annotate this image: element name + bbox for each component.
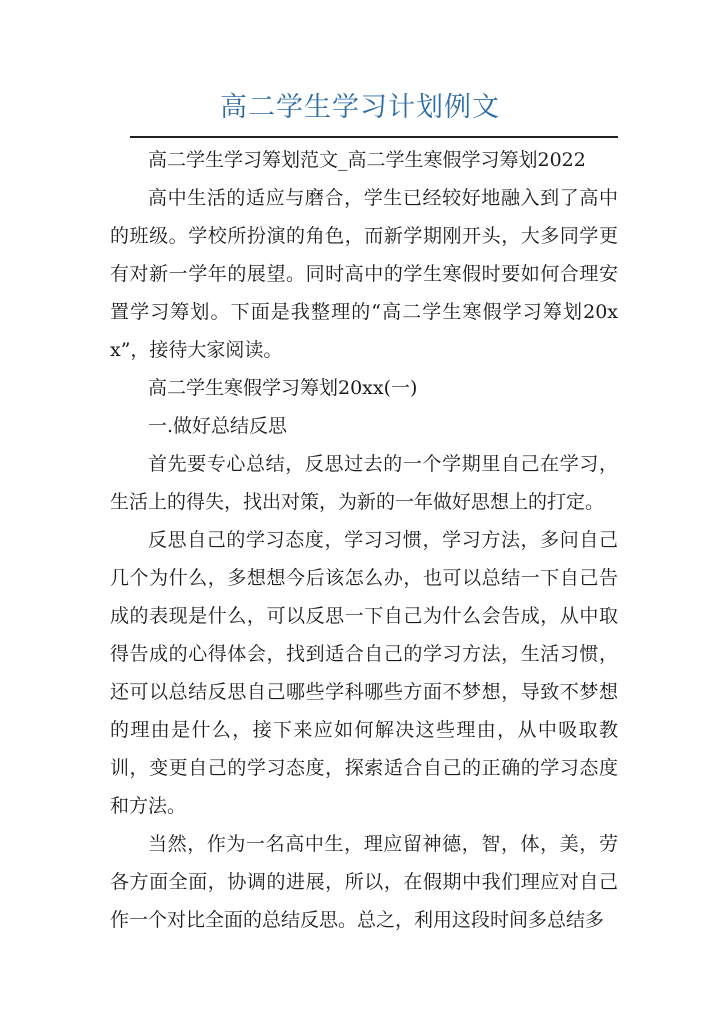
- body-paragraph: 首先要专心总结，反思过去的一个学期里自己在学习，生活上的得失，找出对策，为新的一年做好思想上的打定。: [110, 453, 618, 513]
- subsection-heading: 一.做好总结反思: [148, 415, 288, 437]
- intro-paragraph: 高中生活的适应与磨合，学生已经较好地融入到了高中的班级。学校所扮演的角色，而新学期刚开头，大多同学更有对新一学年的展望。同时高中的学生寒假时要如何合理安置学习筹划。下面是我整理的“高二学生寒假学习筹划20xx”，接待大家阅读。: [110, 187, 618, 361]
- title-divider: [130, 136, 618, 138]
- section-heading: 高二学生寒假学习筹划20xx(一): [148, 377, 418, 399]
- body-paragraph: 反思自己的学习态度，学习习惯，学习方法，多问自己几个为什么，多想想今后该怎么办，也可以总结一下自己告成的表现是什么，可以反思一下自己为什么会告成，从中取得告成的心得体会，找到适合自己的学习方法，生活习惯，还可以总结反思自己哪些学科哪些方面不梦想，导致不梦想的理由是什么，接下来应如何解决这些理由，从中吸取教训，变更自己的学习态度，探索适合自己的正确的学习态度和方法。: [110, 529, 618, 817]
- document-body: [110, 141, 618, 939]
- body-paragraph: 当然，作为一名高中生，理应留神德，智，体，美，劳各方面全面，协调的进展，所以，在假期中我们理应对自己作一个对比全面的总结反思。总之，利用这段时间多总结多: [110, 833, 618, 931]
- subtitle-paragraph: 高二学生学习筹划范文_高二学生寒假学习筹划2022: [148, 149, 586, 171]
- document-title: 高二学生学习计划例文: [220, 92, 500, 123]
